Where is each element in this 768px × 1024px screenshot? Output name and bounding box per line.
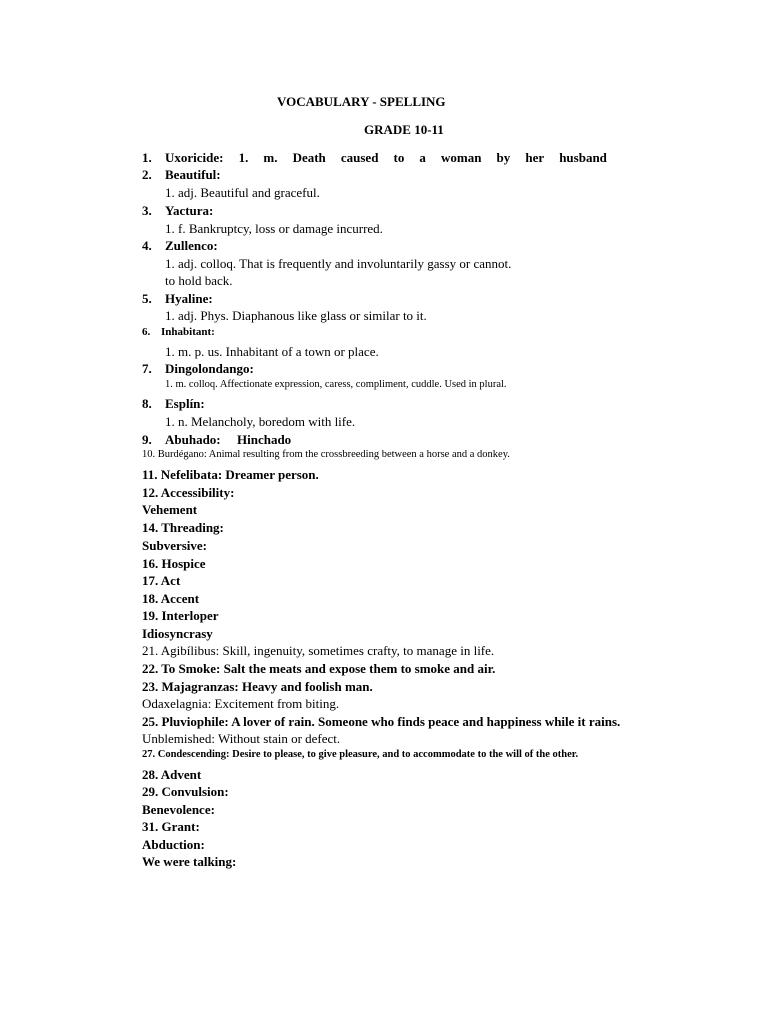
entry-17-line: 17. Act <box>142 573 181 588</box>
entry-29-line: 29. Convulsion: <box>142 784 229 799</box>
entry-9-synonym: Hinchado <box>237 432 292 447</box>
entry-1-word: a <box>419 150 426 165</box>
entry-1-word: m. <box>263 150 278 165</box>
entry-31-line: 31. Grant: <box>142 819 200 834</box>
entry-1-word: woman <box>441 150 482 165</box>
entry-2-number: 2. <box>142 167 152 182</box>
entry-9-number: 9. <box>142 432 152 447</box>
entry-27-line: 27. Condescending: Desire to please, to give pleasure, and to accommodate to the will of the other. <box>142 749 579 760</box>
entry-4-number: 4. <box>142 238 152 253</box>
entry-2-definition: 1. adj. Beautiful and graceful. <box>165 185 320 200</box>
entry-3-definition: 1. f. Bankruptcy, loss or damage incurred. <box>165 221 383 236</box>
entry-1-word: her <box>525 150 545 165</box>
entry-11-line: 11. Nefelibata: Dreamer person. <box>142 467 319 482</box>
entry-7-number: 7. <box>142 361 152 376</box>
entry-32-line: Abduction: <box>142 837 205 852</box>
entry-3-term: Yactura: <box>165 203 214 218</box>
entry-12-line: 12. Accessibility: <box>142 485 235 500</box>
entry-15-line: Subversive: <box>142 538 207 553</box>
entry-18-line: 18. Accent <box>142 591 200 606</box>
entry-1-word: Uxoricide: <box>165 150 224 165</box>
entry-1-number: 1. <box>142 150 152 165</box>
entry-6-term: Inhabitant: <box>161 326 215 338</box>
entry-25-line: 25. Pluviophile: A lover of rain. Someone who finds peace and happiness while it rains. <box>142 714 621 729</box>
entry-13-line: Vehement <box>142 502 198 517</box>
grade-heading: GRADE 10-11 <box>364 122 444 137</box>
entry-14-line: 14. Threading: <box>142 520 224 535</box>
entry-6-definition: 1. m. p. us. Inhabitant of a town or place. <box>165 344 379 359</box>
entry-4-term: Zullenco: <box>165 238 218 253</box>
entry-8-term: Esplín: <box>165 396 205 411</box>
entry-3-number: 3. <box>142 203 152 218</box>
entry-16-line: 16. Hospice <box>142 556 206 571</box>
entry-1-word: Death <box>292 150 326 165</box>
entry-1-word: by <box>496 150 511 165</box>
entry-1-word: caused <box>340 150 379 165</box>
entry-1-word: husband <box>559 150 607 165</box>
entry-7-term: Dingolondango: <box>165 361 254 376</box>
entry-24-line: Odaxelagnia: Excitement from biting. <box>142 696 340 711</box>
entry-4-definition-cont: to hold back. <box>165 273 233 288</box>
entry-22-line: 22. To Smoke: Salt the meats and expose them to smoke and air. <box>142 661 496 676</box>
entry-28-line: 28. Advent <box>142 767 202 782</box>
document-title: VOCABULARY - SPELLING <box>277 94 446 109</box>
entry-21-line: 21. Agibílibus: Skill, ingenuity, sometimes crafty, to manage in life. <box>142 643 495 658</box>
entry-7-definition: 1. m. colloq. Affectionate expression, caress, compliment, cuddle. Used in plural. <box>165 379 507 390</box>
entry-5-definition: 1. adj. Phys. Diaphanous like glass or similar to it. <box>165 308 427 323</box>
entry-10-line: 10. Burdégano: Animal resulting from the crossbreeding between a horse and a donkey. <box>142 449 510 460</box>
entry-9-term: Abuhado: <box>165 432 221 447</box>
entry-1-line <box>165 151 607 164</box>
entry-2-term: Beautiful: <box>165 167 221 182</box>
entry-8-definition: 1. n. Melancholy, boredom with life. <box>165 414 356 429</box>
entry-5-number: 5. <box>142 291 152 306</box>
entry-33-line: We were talking: <box>142 854 237 869</box>
entry-1-word: to <box>393 150 405 165</box>
entry-1-word: 1. <box>238 150 249 165</box>
entry-23-line: 23. Majagranzas: Heavy and foolish man. <box>142 679 373 694</box>
entry-8-number: 8. <box>142 396 152 411</box>
entry-30-line: Benevolence: <box>142 802 215 817</box>
entry-4-definition: 1. adj. colloq. That is frequently and involuntarily gassy or cannot. <box>165 256 512 271</box>
entry-26-line: Unblemished: Without stain or defect. <box>142 731 341 746</box>
entry-19-line: 19. Interloper <box>142 608 219 623</box>
entry-5-term: Hyaline: <box>165 291 213 306</box>
entry-6-number: 6. <box>142 326 151 338</box>
entry-20-line: Idiosyncrasy <box>142 626 213 641</box>
